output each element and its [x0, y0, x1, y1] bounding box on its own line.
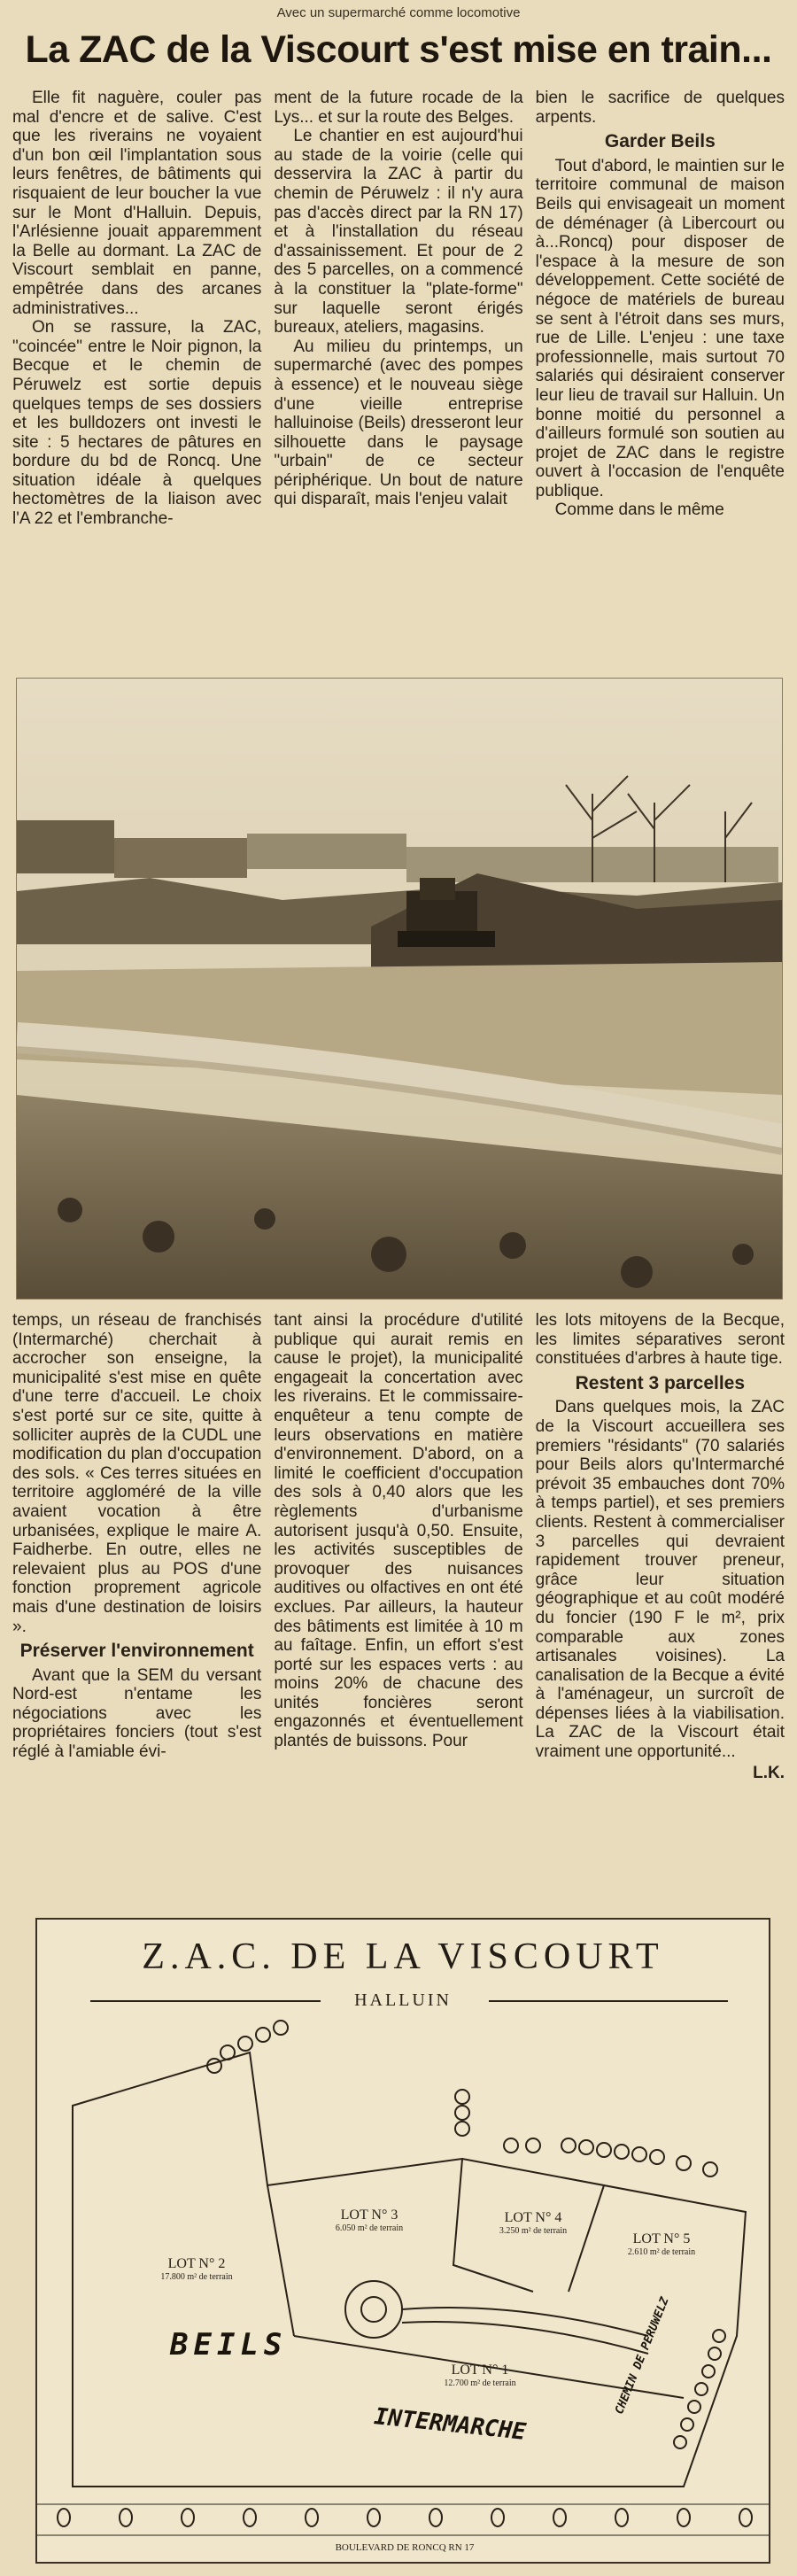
bottom-column-2: [274, 1311, 522, 1878]
headline: La ZAC de la Viscourt s'est mise en train...: [25, 28, 772, 71]
lot-1: LOT N° 1 12.700 m² de terrain: [444, 2363, 516, 2388]
lot-5: LOT N° 5 2.610 m² de terrain: [627, 2231, 696, 2257]
paragraph: ment de la future rocade de la Lys... et sur la route des Belges.: [274, 89, 523, 127]
lot-3: LOT N° 3 6.050 m² de terrain: [335, 2207, 404, 2233]
paragraph: Au milieu du printemps, un supermarché (avec des pompes à essence) et le nouveau siège d'une vieille entreprise halluinoise (Beils) dresseront leur silhouette dans le paysage "urbain" de ce secteur périphérique. Un bout de nature qui disparaît, mais l'enjeu valait: [274, 337, 523, 509]
construction-site-photo: [16, 678, 783, 1300]
road-label-chemin: CHEMIN DE PERUWELZ: [613, 2295, 672, 2417]
paragraph: Dans quelques mois, la ZAC de la Viscourt accueillera ses premiers "résidants" (70 salariés pour Beils alors qu'Intermarché prévoit 35 embauches dont 70% à temps partiel), et ses premiers clients. Restent à commercialiser 3 parcelles qui devraient rapidement trouver preneur, grâce leur situation géographique et au coût modéré du foncier (190 F le m², prix comparable aux zones artisanales voisines). La canalisation de la Becque a évité à l'aménageur, un surcroît de dépenses liées à la viabilisation. La ZAC de la Viscourt était vraiment une opportunité...: [535, 1398, 785, 1762]
subheading: Préserver l'environnement: [19, 1641, 254, 1662]
signature: L.K.: [753, 1763, 785, 1782]
lot-4: LOT N° 4 3.250 m² de terrain: [499, 2210, 568, 2236]
paragraph: bien le sacrifice de quelques arpents.: [535, 89, 785, 127]
lot-2: LOT N° 2 17.800 m² de terrain: [160, 2256, 233, 2282]
paragraph: Avant que la SEM du versant Nord-est n'entame les négociations avec les propriétaires fonciers (tout s'est réglé à l'amiable évi-: [12, 1665, 262, 1762]
paragraph: Elle fit naguère, couler pas mal d'encre et de salive. C'est que les riverains ne voyaient d'un bon œil l'implantation sous leurs fenêtres, de bâtiments qui risquaient de leur boucher la vue sur le Mont d'Halluin. Depuis, l'Arlésienne jouait apparemment la Belle au dormant. La ZAC de Viscourt semblait en panne, empêtrée dans des arcanes administratives...: [12, 89, 262, 318]
top-column-2: [274, 89, 522, 647]
subheading: Garder Beils: [604, 131, 716, 152]
label-intermarche: INTERMARCHE: [372, 2403, 528, 2446]
paragraph: tant ainsi la procédure d'utilité publique qui aurait remis en cause le projet), la municipalité engageait la concertation avec les riverains. Et le commissaire-enquêteur a tenu compte de leurs observations en matière d'environnement. D'abord, on a limité le coefficient d'occupation des sols à 0,40 alors que les règlements d'urbanisme autorisent jusqu'à 0,50. Ensuite, les activités susceptibles de provoquer des nuisances auditives ou olfactives en ont été exclues. Par ailleurs, la hauteur des bâtiments est limitée à 10 m au faîtage. Enfin, un effort s'est porté sur les espaces verts : au moins 20% de chacune des unités foncières seront engazonnés et éventuellement plantés de buissons. Pour: [274, 1311, 523, 1751]
bottom-column-1: [12, 1311, 261, 1878]
paragraph: On se rassure, la ZAC, "coincée" entre le Noir pignon, la Becque et le chemin de Péruwelz est sortie depuis quelques temps de ses dossiers et les bulldozers ont investi le site : 5 hectares de pâtures en bordure du bd de Roncq. Une situation idéale à quelques hectomètres de la liaison avec l'A 22 et l'embranche-: [12, 318, 262, 529]
top-column-1: [12, 89, 261, 647]
bottom-column-3: [536, 1311, 785, 1878]
tree-row-north: [207, 2021, 717, 2176]
plan-subtitle: HALLUIN: [354, 1990, 452, 2010]
tree-row-south: [58, 2509, 752, 2526]
site-plan: [35, 1918, 770, 2564]
plan-title: Z.A.C. DE LA VISCOURT: [142, 1936, 664, 1977]
top-columns: [12, 89, 785, 647]
paragraph: les lots mitoyens de la Becque, les limites séparatives seront constituées d'arbres à haute tige.: [535, 1311, 785, 1369]
kicker: Avec un supermarché comme locomotive: [276, 5, 521, 20]
top-column-3: [536, 89, 785, 647]
road-label-boulevard: BOULEVARD DE RONCQ RN 17: [335, 2542, 475, 2553]
paragraph: Tout d'abord, le maintien sur le territoire communal de maison Beils qui envisageait un moment de déménager (à Libercourt ou à...Roncq) pour disposer de l'espace à la mesure de son développement. Cette société de négoce de matériels de bureau se sent à l'étroit dans ses murs, rue de Lille. L'enjeu : une taxe professionnelle, mais surtout 70 salariés qui désiraient conserver leur lieu de travail sur Halluin. Un bonne moitié du personnel a d'ailleurs formulé son soutien au projet de ZAC dans le registre ouvert à l'occasion de l'enquête publique.: [535, 156, 785, 500]
subheading: Restent 3 parcelles: [575, 1372, 746, 1393]
label-beils: BEILS: [170, 2327, 288, 2363]
bottom-columns: [12, 1311, 785, 1878]
paragraph: temps, un réseau de franchisés (Intermarché) cherchait à accrocher son enseigne, la municipalité s'est mise en quête d'une terre d'accueil. Le choix s'est porté sur ce site, quitte à solliciter auprès de la CUDL une modification du plan d'occupation des sols. « Ces terres situées en territoire aggloméré de la ville avaient vocation à être urbanisées, explique le maire A. Faidherbe. En outre, elles ne relevaient plus au POS d'une fonction proprement agricole mais d'une destination de loisirs ».: [12, 1311, 262, 1636]
paragraph: Le chantier en est aujourd'hui au stade de la voirie (celle qui desservira la ZAC à partir du chemin de Péruwelz : il n'y aura pas d'accès direct par la RN 17) et à l'installation du réseau d'assainissement. Et pour de 2 des 5 parcelles, on a commencé à la constituer la "plate-forme" sur laquelle seront érigés bureaux, ateliers, magasins.: [274, 127, 523, 338]
paragraph: Comme dans le même: [554, 500, 724, 520]
